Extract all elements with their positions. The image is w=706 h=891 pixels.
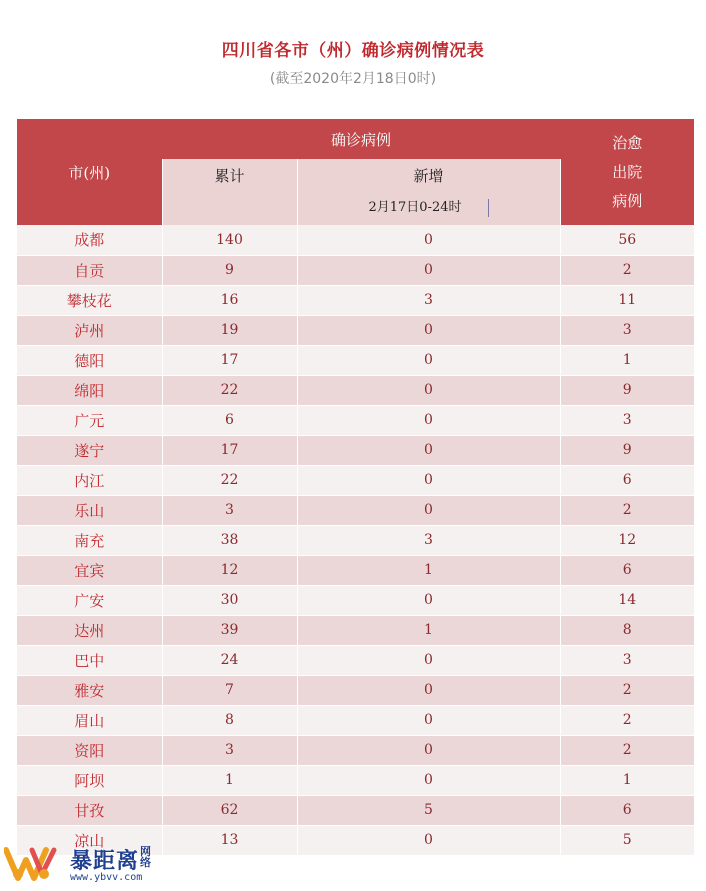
total-cell: 22 xyxy=(162,375,297,405)
new-cell: 1 xyxy=(297,615,560,645)
header-cumulative: 累计 xyxy=(162,159,297,225)
city-cell: 德阳 xyxy=(17,345,162,375)
table-row xyxy=(17,255,694,285)
header-recovered-line-2: 出院 xyxy=(612,162,643,181)
recovered-cell: 1 xyxy=(560,345,694,375)
city-cell: 达州 xyxy=(17,615,162,645)
new-cell: 0 xyxy=(297,225,560,255)
table-row xyxy=(17,405,694,435)
table-row xyxy=(17,495,694,525)
city-cell: 遂宁 xyxy=(17,435,162,465)
new-cell: 3 xyxy=(297,525,560,555)
total-cell: 9 xyxy=(162,255,297,285)
city-cell: 巴中 xyxy=(17,645,162,675)
table-row xyxy=(17,675,694,705)
new-cell: 0 xyxy=(297,645,560,675)
recovered-cell: 6 xyxy=(560,555,694,585)
city-cell: 凉山 xyxy=(17,825,162,855)
recovered-cell: 2 xyxy=(560,255,694,285)
city-cell: 内江 xyxy=(17,465,162,495)
city-cell: 广安 xyxy=(17,585,162,615)
recovered-cell: 3 xyxy=(560,405,694,435)
recovered-cell: 11 xyxy=(560,285,694,315)
new-cell: 0 xyxy=(297,765,560,795)
header-city: 市(州) xyxy=(17,119,162,225)
new-cell: 0 xyxy=(297,315,560,345)
total-cell: 19 xyxy=(162,315,297,345)
header-new xyxy=(297,159,560,225)
header-confirmed-group: 确诊病例 xyxy=(162,119,560,159)
header-new-period-text: 2月17日0-24时 xyxy=(368,200,462,215)
new-cell: 0 xyxy=(297,705,560,735)
table-row xyxy=(17,345,694,375)
table-row xyxy=(17,525,694,555)
city-cell: 宜宾 xyxy=(17,555,162,585)
total-cell: 16 xyxy=(162,285,297,315)
total-cell: 8 xyxy=(162,705,297,735)
city-cell: 甘孜 xyxy=(17,795,162,825)
recovered-cell: 1 xyxy=(560,765,694,795)
new-cell: 0 xyxy=(297,435,560,465)
new-cell: 0 xyxy=(297,345,560,375)
new-cell: 0 xyxy=(297,735,560,765)
table-row xyxy=(17,225,694,255)
text-cursor xyxy=(488,199,489,217)
city-cell: 攀枝花 xyxy=(17,285,162,315)
table-body xyxy=(17,225,694,855)
table-row xyxy=(17,435,694,465)
total-cell: 17 xyxy=(162,345,297,375)
new-cell: 0 xyxy=(297,375,560,405)
new-cell: 0 xyxy=(297,405,560,435)
cases-table xyxy=(17,119,694,856)
watermark-net: 网络 xyxy=(140,845,151,869)
city-cell: 自贡 xyxy=(17,255,162,285)
table-row xyxy=(17,795,694,825)
city-cell: 乐山 xyxy=(17,495,162,525)
recovered-cell: 5 xyxy=(560,825,694,855)
new-cell: 0 xyxy=(297,255,560,285)
table-row xyxy=(17,555,694,585)
new-cell: 5 xyxy=(297,795,560,825)
page-subtitle: (截至2020年2月18日0时) xyxy=(269,71,437,87)
recovered-cell: 56 xyxy=(560,225,694,255)
table-row xyxy=(17,315,694,345)
header-recovered-line-1: 治愈 xyxy=(612,133,643,152)
city-cell: 雅安 xyxy=(17,675,162,705)
total-cell: 6 xyxy=(162,405,297,435)
total-cell: 13 xyxy=(162,825,297,855)
watermark-url: www.ybvv.com xyxy=(70,872,143,883)
total-cell: 12 xyxy=(162,555,297,585)
table-row xyxy=(17,585,694,615)
page-title: 四川省各市（州）确诊病例情况表 xyxy=(221,41,485,61)
recovered-cell: 6 xyxy=(560,795,694,825)
recovered-cell: 3 xyxy=(560,315,694,345)
recovered-cell: 9 xyxy=(560,435,694,465)
new-cell: 0 xyxy=(297,825,560,855)
total-cell: 7 xyxy=(162,675,297,705)
watermark-brand: 暴距离 xyxy=(70,849,140,874)
table-row xyxy=(17,645,694,675)
recovered-cell: 9 xyxy=(560,375,694,405)
table-row xyxy=(17,615,694,645)
city-cell: 南充 xyxy=(17,525,162,555)
total-cell: 3 xyxy=(162,495,297,525)
table-row xyxy=(17,285,694,315)
new-cell: 0 xyxy=(297,495,560,525)
recovered-cell: 14 xyxy=(560,585,694,615)
total-cell: 140 xyxy=(162,225,297,255)
table-row xyxy=(17,465,694,495)
city-cell: 泸州 xyxy=(17,315,162,345)
total-cell: 62 xyxy=(162,795,297,825)
city-cell: 绵阳 xyxy=(17,375,162,405)
recovered-cell: 2 xyxy=(560,705,694,735)
total-cell: 24 xyxy=(162,645,297,675)
watermark xyxy=(4,842,174,888)
recovered-cell: 6 xyxy=(560,465,694,495)
city-cell: 资阳 xyxy=(17,735,162,765)
header-recovered-line-3: 病例 xyxy=(612,191,643,210)
table-row xyxy=(17,375,694,405)
recovered-cell: 2 xyxy=(560,735,694,765)
table-row xyxy=(17,705,694,735)
recovered-cell: 12 xyxy=(560,525,694,555)
city-cell: 广元 xyxy=(17,405,162,435)
total-cell: 38 xyxy=(162,525,297,555)
total-cell: 3 xyxy=(162,735,297,765)
new-cell: 3 xyxy=(297,285,560,315)
recovered-cell: 3 xyxy=(560,645,694,675)
new-cell: 0 xyxy=(297,675,560,705)
recovered-cell: 8 xyxy=(560,615,694,645)
header-recovered xyxy=(560,119,694,225)
new-cell: 0 xyxy=(297,585,560,615)
header-new-period xyxy=(298,196,560,217)
city-cell: 阿坝 xyxy=(17,765,162,795)
total-cell: 17 xyxy=(162,435,297,465)
header-new-label: 新增 xyxy=(413,167,444,185)
city-cell: 成都 xyxy=(17,225,162,255)
new-cell: 0 xyxy=(297,465,560,495)
table-row xyxy=(17,735,694,765)
total-cell: 30 xyxy=(162,585,297,615)
watermark-logo-icon xyxy=(4,844,64,884)
recovered-cell: 2 xyxy=(560,675,694,705)
recovered-cell: 2 xyxy=(560,495,694,525)
city-cell: 眉山 xyxy=(17,705,162,735)
total-cell: 39 xyxy=(162,615,297,645)
total-cell: 1 xyxy=(162,765,297,795)
new-cell: 1 xyxy=(297,555,560,585)
total-cell: 22 xyxy=(162,465,297,495)
table-row xyxy=(17,765,694,795)
